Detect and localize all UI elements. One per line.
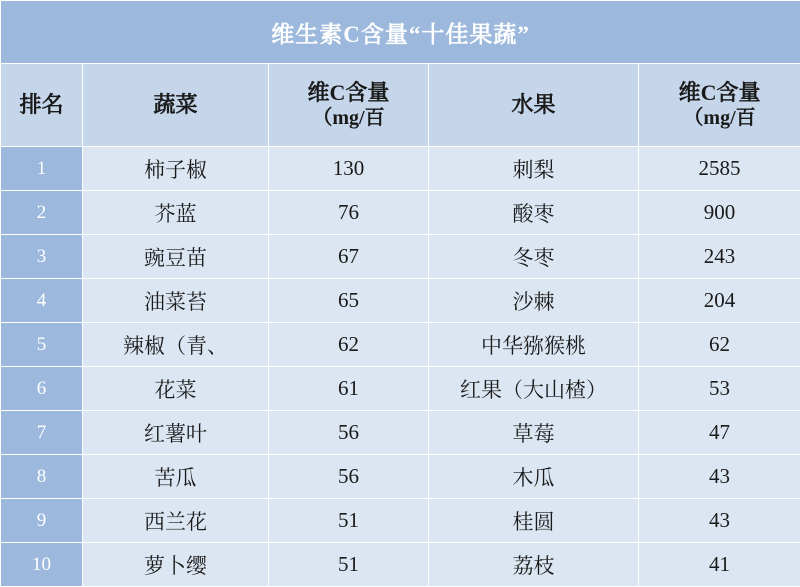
cell-fruit: 酸枣: [429, 191, 639, 235]
cell-vegetable-vitc: 61: [269, 367, 429, 411]
cell-vegetable: 红薯叶: [83, 411, 269, 455]
column-header-fruit-vitc: [639, 64, 800, 147]
cell-vegetable-vitc: 56: [269, 455, 429, 499]
column-header-rank: 排名: [1, 64, 83, 147]
cell-vegetable-vitc: 62: [269, 323, 429, 367]
table-header-row: [1, 64, 800, 147]
cell-vegetable-vitc: 76: [269, 191, 429, 235]
cell-fruit: 木瓜: [429, 455, 639, 499]
column-header-vegetable-vitc-line1: 维C含量: [308, 80, 390, 105]
cell-vegetable-vitc: 65: [269, 279, 429, 323]
cell-fruit-vitc: 41: [639, 543, 800, 587]
table-row: [1, 235, 800, 279]
cell-vegetable: 柿子椒: [83, 147, 269, 191]
cell-rank: 7: [1, 411, 83, 455]
column-header-fruit: 水果: [429, 64, 639, 147]
cell-fruit-vitc: 204: [639, 279, 800, 323]
cell-vegetable-vitc: 51: [269, 543, 429, 587]
cell-fruit: 荔枝: [429, 543, 639, 587]
cell-vegetable-vitc: 51: [269, 499, 429, 543]
cell-vegetable-vitc: 56: [269, 411, 429, 455]
page-title: 维生素C含量“十佳果蔬”: [1, 1, 800, 64]
cell-fruit: 刺梨: [429, 147, 639, 191]
table-row: [1, 411, 800, 455]
cell-fruit-vitc: 53: [639, 367, 800, 411]
table-row: [1, 455, 800, 499]
cell-fruit: 草莓: [429, 411, 639, 455]
cell-vegetable: 油菜苔: [83, 279, 269, 323]
cell-vegetable: 西兰花: [83, 499, 269, 543]
cell-rank: 5: [1, 323, 83, 367]
table-title-row: [1, 1, 800, 64]
cell-fruit-vitc: 43: [639, 499, 800, 543]
cell-fruit: 红果（大山楂）: [429, 367, 639, 411]
cell-rank: 3: [1, 235, 83, 279]
table-row: [1, 499, 800, 543]
cell-vegetable: 芥蓝: [83, 191, 269, 235]
cell-vegetable-vitc: 67: [269, 235, 429, 279]
column-header-vegetable: 蔬菜: [83, 64, 269, 147]
cell-vegetable: 苦瓜: [83, 455, 269, 499]
cell-rank: 4: [1, 279, 83, 323]
table-row: [1, 543, 800, 587]
column-header-fruit-vitc-line1: 维C含量: [679, 80, 761, 105]
cell-rank: 6: [1, 367, 83, 411]
cell-fruit-vitc: 62: [639, 323, 800, 367]
cell-vegetable: 辣椒（青、: [83, 323, 269, 367]
cell-fruit-vitc: 243: [639, 235, 800, 279]
cell-vegetable: 豌豆苗: [83, 235, 269, 279]
cell-fruit-vitc: 47: [639, 411, 800, 455]
cell-fruit-vitc: 2585: [639, 147, 800, 191]
cell-fruit: 沙棘: [429, 279, 639, 323]
table-row: [1, 147, 800, 191]
cell-vegetable-vitc: 130: [269, 147, 429, 191]
table-row: [1, 191, 800, 235]
table-row: [1, 367, 800, 411]
cell-rank: 8: [1, 455, 83, 499]
cell-fruit: 冬枣: [429, 235, 639, 279]
cell-fruit-vitc: 43: [639, 455, 800, 499]
cell-rank: 2: [1, 191, 83, 235]
cell-vegetable: 花菜: [83, 367, 269, 411]
table-row: [1, 279, 800, 323]
column-header-vegetable-vitc: [269, 64, 429, 147]
table-row: [1, 323, 800, 367]
cell-rank: 10: [1, 543, 83, 587]
cell-fruit: 中华猕猴桃: [429, 323, 639, 367]
column-header-vegetable-vitc-line2: （mg/百: [273, 106, 424, 131]
cell-vegetable: 萝卜缨: [83, 543, 269, 587]
cell-fruit-vitc: 900: [639, 191, 800, 235]
cell-rank: 1: [1, 147, 83, 191]
cell-rank: 9: [1, 499, 83, 543]
column-header-fruit-vitc-line2: （mg/百: [643, 106, 796, 131]
cell-fruit: 桂圆: [429, 499, 639, 543]
